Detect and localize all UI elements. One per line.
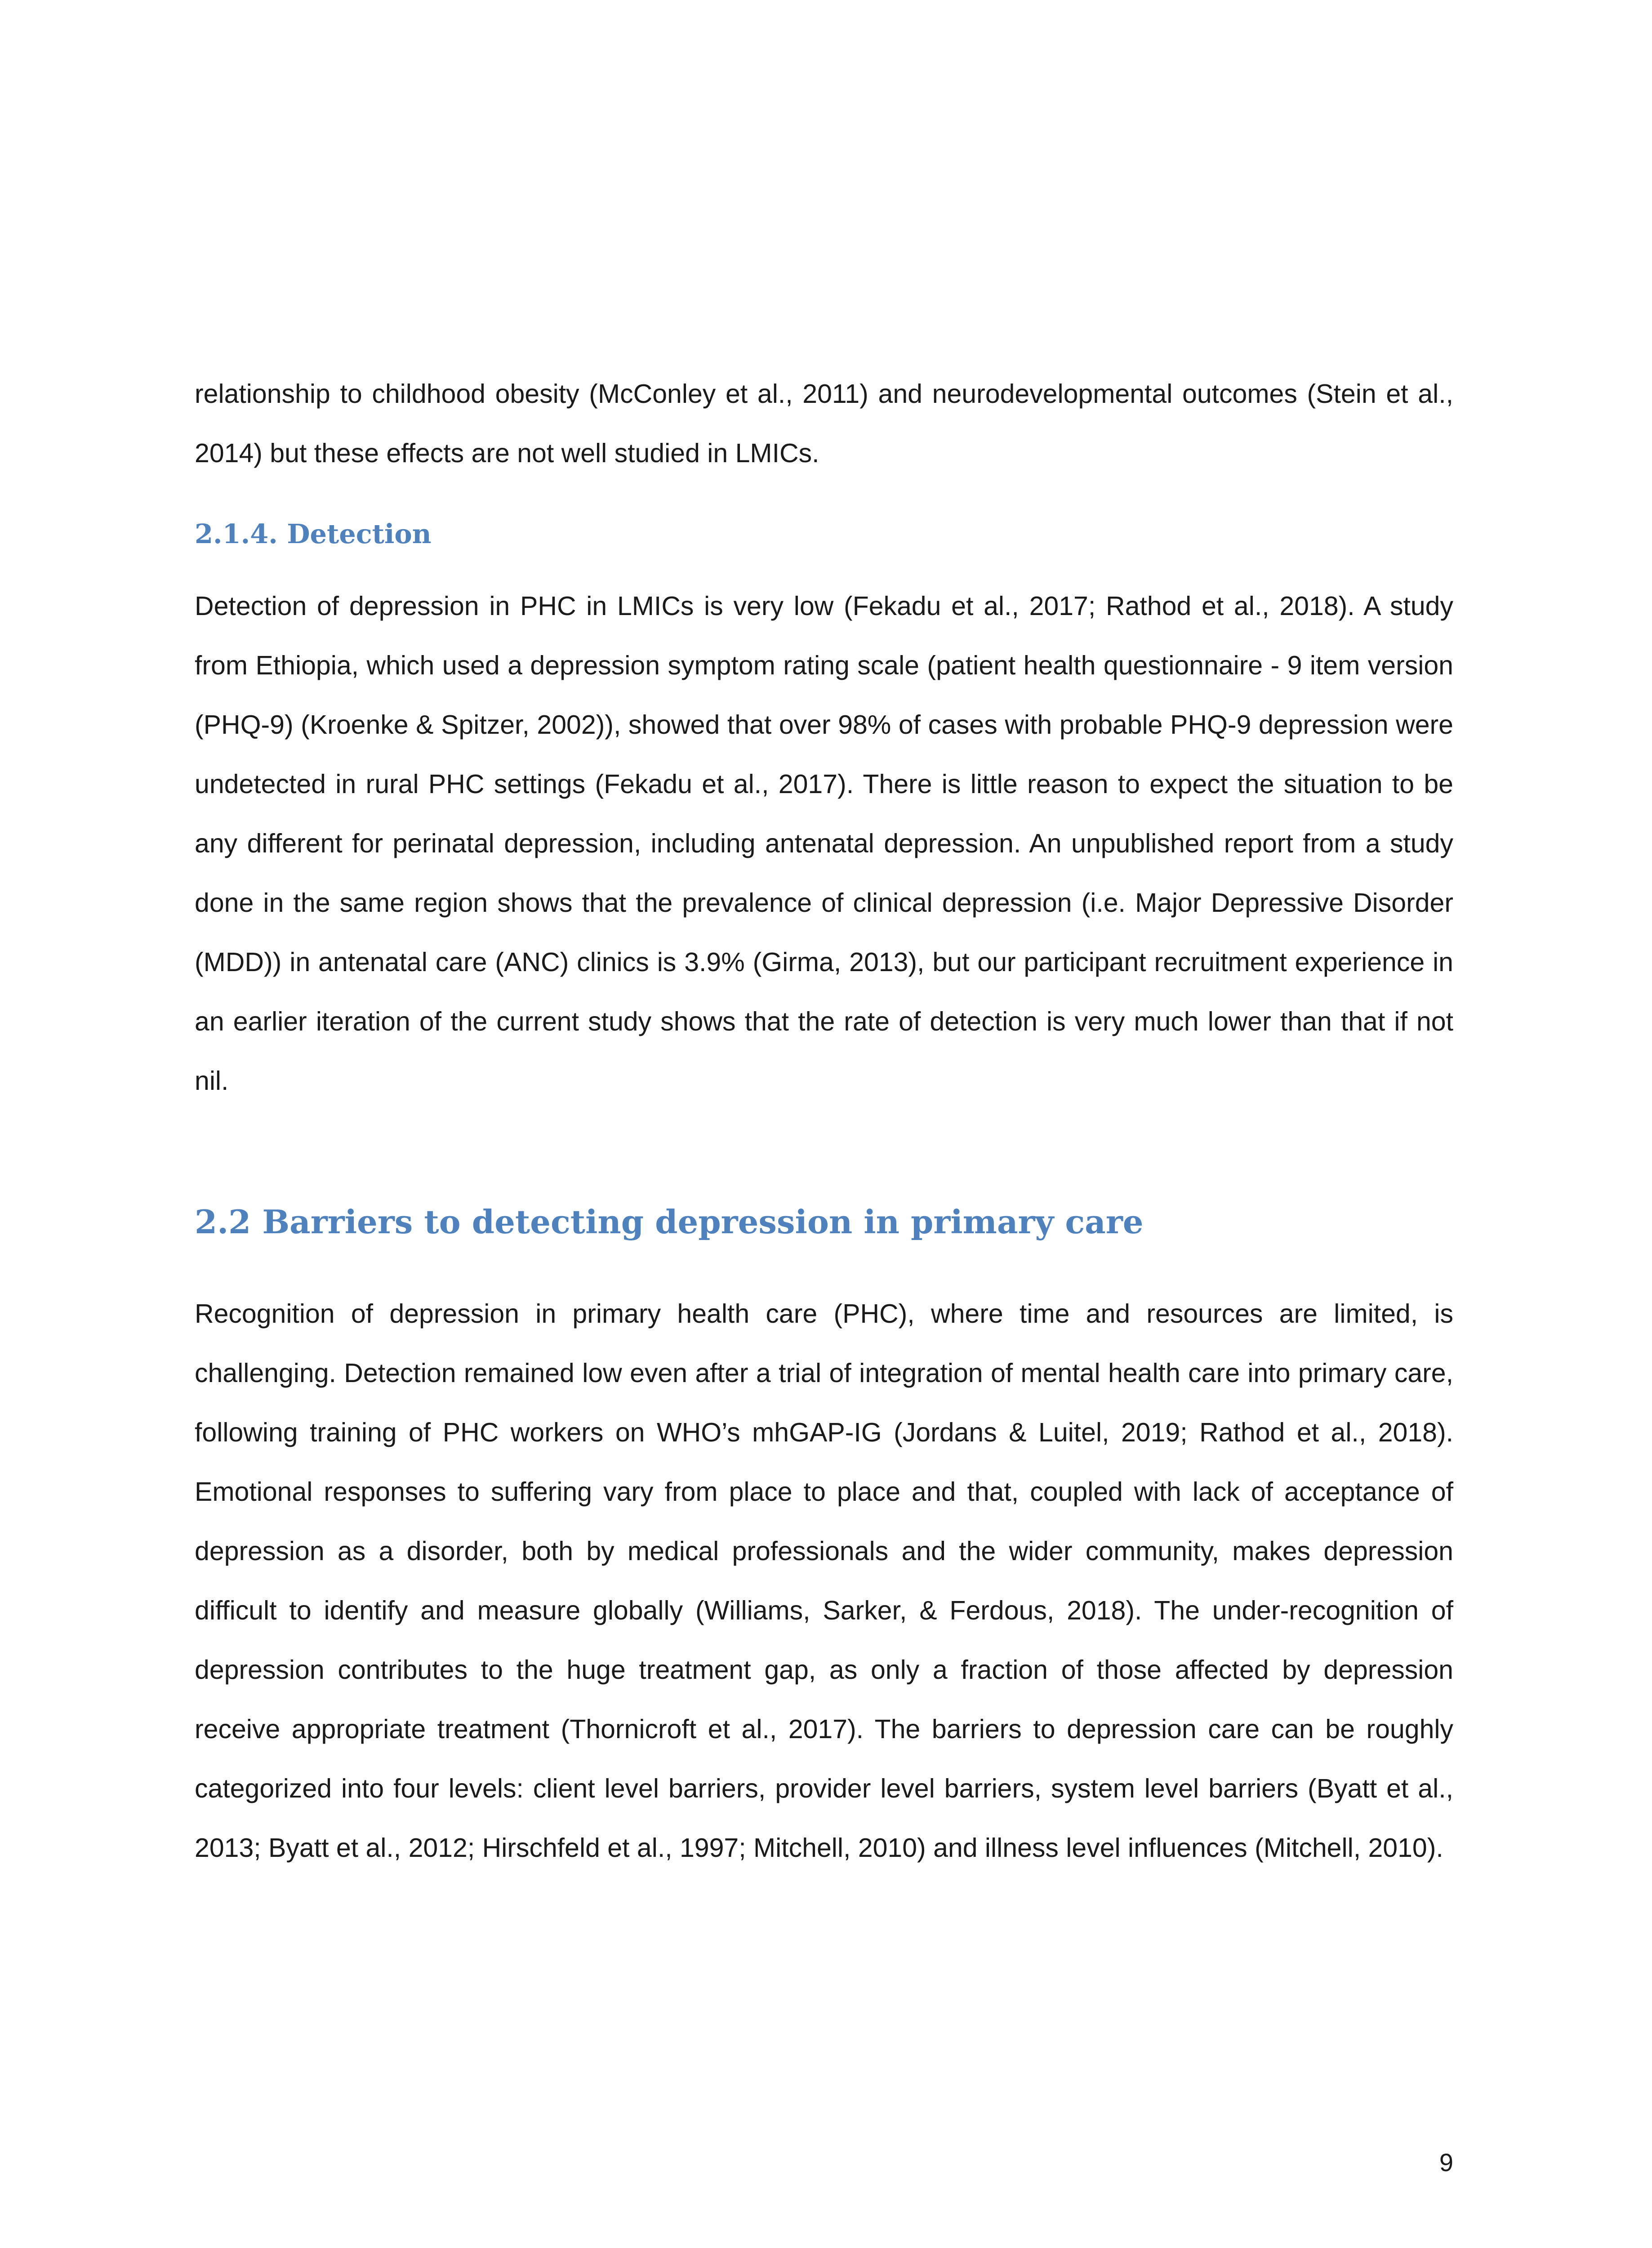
detection-paragraph: Detection of depression in PHC in LMICs is very low (Fekadu et al., 2017; Rathod et al., 2018). A study from Ethiopia, which used a depression symptom rating scale (patient health questionnaire - 9 item version (PHQ-9) (Kroenke & Spitzer, 2002)), showed that over 98% of cases with probable PHQ-9 depression were undetected in rural PHC settings (Fekadu et al., 2017). There is little reason to expect the situation to be any different for perinatal depression, including antenatal depression. An unpublished report from a study done in the same region shows that the prevalence of clinical depression (i.e. Major Depressive Disorder (MDD)) in antenatal care (ANC) clinics is 3.9% (Girma, 2013), but our participant recruitment experience in an earlier iteration of the current study shows that the rate of detection is very much lower than that if not nil. [195,591,1453,1096]
continued-paragraph: relationship to childhood obesity (McConley et al., 2011) and neurodevelopmental outcomes (Stein et al., 2014) but these effects are not well studied in LMICs. [195,379,1453,468]
barriers-paragraph: Recognition of depression in primary health care (PHC), where time and resources are limited, is challenging. Detection remained low even after a trial of integration of mental health care into primary care, following training of PHC workers on WHO’s mhGAP-IG (Jordans & Luitel, 2019; Rathod et al., 2018). Emotional responses to suffering vary from place to place and that, coupled with lack of acceptance of depression as a disorder, both by medical professionals and the wider community, makes depression difficult to identify and measure globally (Williams, Sarker, & Ferdous, 2018). The under-recognition of depression contributes to the huge treatment gap, as only a fraction of those affected by depression receive appropriate treatment (Thornicroft et al., 2017). The barriers to depression care can be roughly categorized into four levels: client level barriers, provider level barriers, system level barriers (Byatt et al., 2013; Byatt et al., 2012; Hirschfeld et al., 1997; Mitchell, 2010) and illness level influences (Mitchell, 2010). [195,1299,1453,1863]
section-heading-barriers: 2.2 Barriers to detecting depression in primary care [195,1203,1144,1241]
subsection-heading-detection: 2.1.4. Detection [195,518,432,549]
page-number: 9 [1439,2148,1453,2177]
